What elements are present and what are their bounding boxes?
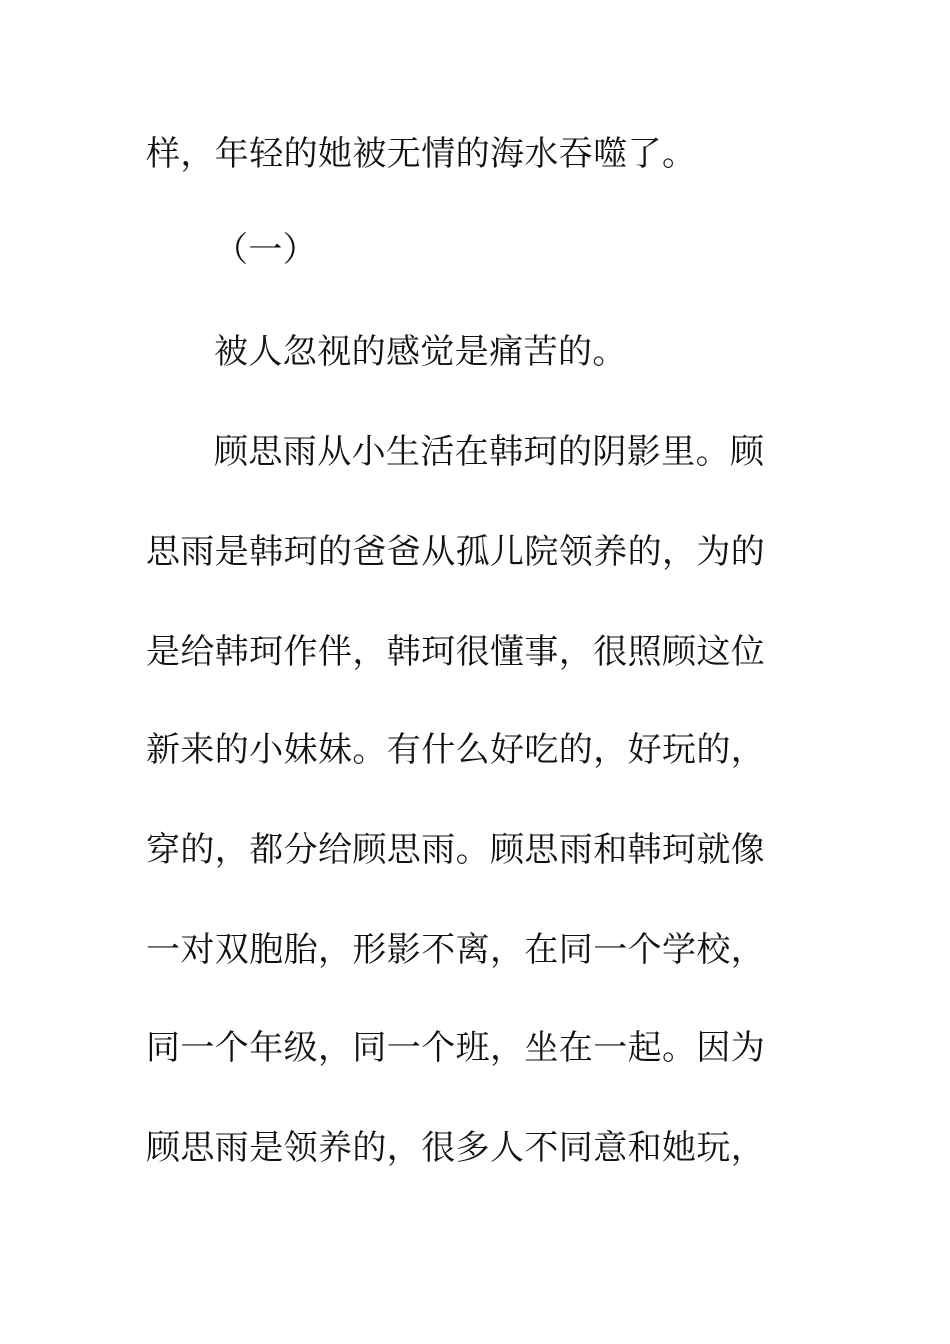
paragraph-line: 穿的，都分给顾思雨。顾思雨和韩珂就像: [146, 830, 766, 870]
paragraph-line: 被人忽视的感觉是痛苦的。: [214, 332, 627, 372]
paragraph-line: 是给韩珂作伴，韩珂很懂事，很照顾这位: [146, 632, 766, 672]
paragraph-line: 顾思雨从小生活在韩珂的阴影里。顾: [214, 432, 765, 472]
paragraph-line: 新来的小妹妹。有什么好吃的，好玩的，: [146, 730, 766, 770]
paragraph-line: 顾思雨是领养的，很多人不同意和她玩，: [146, 1128, 766, 1168]
paragraph-line: 思雨是韩珂的爸爸从孤儿院领养的，为的: [146, 532, 766, 572]
section-heading: （一）: [214, 230, 318, 270]
text-line: 样，年轻的她被无情的海水吞噬了。: [146, 134, 697, 174]
paragraph-line: 同一个年级，同一个班，坐在一起。因为: [146, 1028, 766, 1068]
paragraph-line: 一对双胞胎，形影不离，在同一个学校，: [146, 930, 766, 970]
